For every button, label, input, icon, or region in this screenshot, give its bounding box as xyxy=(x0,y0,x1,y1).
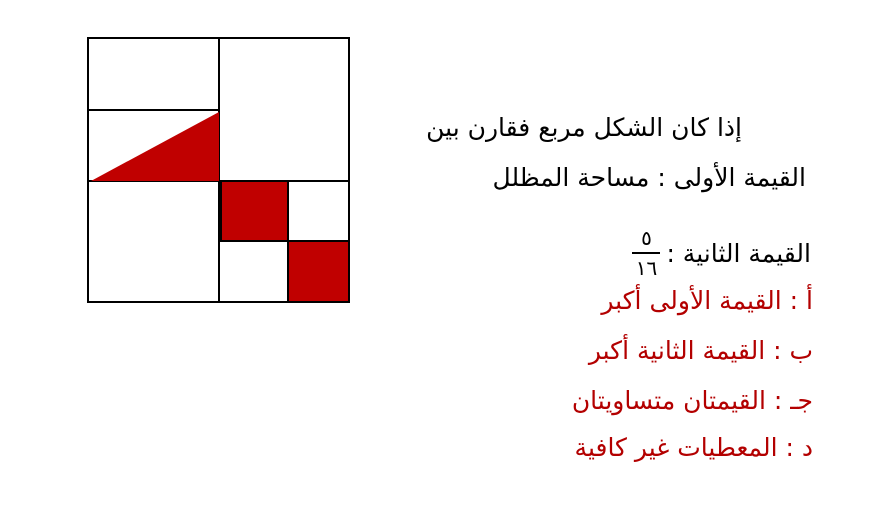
shaded-square-lower xyxy=(288,241,349,302)
option-b[interactable]: ب : القيمة الثانية أكبر xyxy=(588,336,813,365)
shaded-triangle xyxy=(91,112,219,181)
option-a[interactable]: أ : القيمة الأولى أكبر xyxy=(601,286,813,315)
fraction xyxy=(632,227,660,279)
second-value-label: القيمة الثانية : xyxy=(666,238,811,268)
option-d[interactable]: د : المعطيات غير كافية xyxy=(574,433,813,462)
fraction-bar xyxy=(632,252,660,254)
fraction-denominator: ١٦ xyxy=(635,256,658,280)
option-c[interactable]: جـ : القيمتان متساويتان xyxy=(571,386,813,415)
shaded-square-upper xyxy=(221,181,288,241)
question-line-2: القيمة الأولى : مساحة المظلل xyxy=(492,163,806,192)
question-line-1: إذا كان الشكل مربع فقارن بين xyxy=(426,113,742,142)
fraction-numerator: ٥ xyxy=(641,226,652,250)
question-line-3 xyxy=(632,227,811,279)
